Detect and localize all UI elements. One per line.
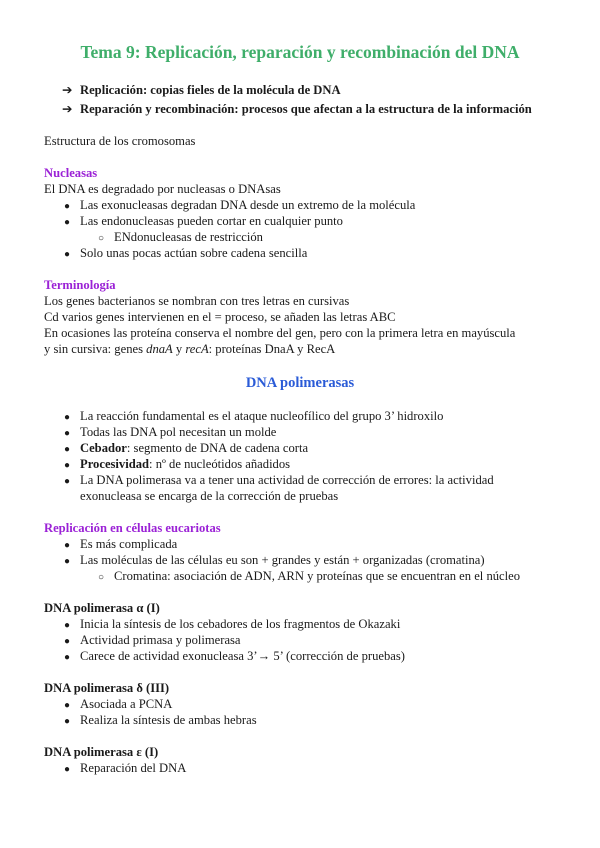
terminologia-heading: Terminología bbox=[44, 278, 116, 292]
bullet-icon: ● bbox=[64, 540, 71, 551]
list-item: ● Las endonucleasas pueden cortar en cualquier punto bbox=[64, 213, 343, 231]
pol-alpha-heading: DNA polimerasa α (I) bbox=[44, 601, 160, 615]
nucleasas-intro: El DNA es degradado por nucleasas o DNAsas bbox=[44, 182, 281, 196]
terminologia-line: Cd varios genes intervienen en el = proceso, se añaden las letras ABC bbox=[44, 310, 396, 324]
list-item: ● Asociada a PCNA bbox=[64, 696, 172, 714]
list-item: ● La DNA polimerasa va a tener una actividad de corrección de errores: la actividad bbox=[64, 472, 494, 490]
pol-epsilon-heading: DNA polimerasa ε (I) bbox=[44, 745, 159, 759]
arrow-item-reparacion: ➔ Reparación y recombinación: procesos que afectan a la estructura de la información bbox=[62, 102, 532, 116]
bullet-icon: ● bbox=[64, 636, 71, 647]
list-item: ● Actividad primasa y polimerasa bbox=[64, 632, 241, 650]
list-item: ● Cebador: segmento de DNA de cadena corta bbox=[64, 440, 308, 458]
bullet-icon: ● bbox=[64, 444, 71, 455]
list-item: ● Procesividad: nº de nucleótidos añadidos bbox=[64, 456, 290, 474]
bullet-icon: ● bbox=[64, 249, 71, 260]
terminologia-line: y sin cursiva: genes dnaA y recA: proteínas DnaA y RecA bbox=[44, 342, 336, 356]
list-item-continuation: exonucleasa se encarga de la corrección de pruebas bbox=[80, 489, 339, 503]
terminologia-line: Los genes bacterianos se nombran con tres letras en cursivas bbox=[44, 294, 350, 308]
polimerasas-heading: DNA polimerasas bbox=[245, 375, 355, 391]
circle-bullet-icon: ○ bbox=[98, 233, 105, 244]
list-item: ● Solo unas pocas actúan sobre cadena sencilla bbox=[64, 245, 307, 263]
nucleasas-heading: Nucleasas bbox=[44, 166, 98, 180]
arrow-item-replicacion: ➔ Replicación: copias fieles de la molécula de DNA bbox=[62, 83, 341, 97]
pol-delta-heading: DNA polimerasa δ (III) bbox=[44, 681, 170, 695]
terminologia-line: En ocasiones las proteína conserva el nombre del gen, pero con la primera letra en mayúscula bbox=[44, 326, 516, 340]
circle-bullet-icon: ○ bbox=[98, 572, 105, 583]
bullet-icon: ● bbox=[64, 716, 71, 727]
bullet-icon: ● bbox=[64, 217, 71, 228]
list-item: ● Es más complicada bbox=[64, 536, 177, 554]
sub-list-item: ○ Cromatina: asociación de ADN, ARN y proteínas que se encuentran en el núcleo bbox=[98, 568, 520, 586]
bullet-icon: ● bbox=[64, 764, 71, 775]
estructura-line: Estructura de los cromosomas bbox=[44, 134, 196, 148]
bullet-icon: ● bbox=[64, 556, 71, 567]
list-item: ● Realiza la síntesis de ambas hebras bbox=[64, 712, 257, 730]
bullet-icon: ● bbox=[64, 700, 71, 711]
bullet-icon: ● bbox=[64, 476, 71, 487]
bullet-icon: ● bbox=[64, 428, 71, 439]
eucariotas-heading: Replicación en células eucariotas bbox=[44, 521, 221, 535]
list-item: ● Las exonucleasas degradan DNA desde un extremo de la molécula bbox=[64, 197, 415, 215]
arrow-icon: ➔ bbox=[62, 102, 73, 116]
bullet-icon: ● bbox=[64, 412, 71, 423]
document-title: Tema 9: Replicación, reparación y recombinación del DNA bbox=[80, 42, 520, 62]
list-item: ● Carece de actividad exonucleasa 3’→ 5’ (corrección de pruebas) bbox=[64, 648, 405, 666]
list-item: ● Las moléculas de las células eu son + grandes y están + organizadas (cromatina) bbox=[64, 552, 485, 570]
bullet-icon: ● bbox=[64, 460, 71, 471]
bullet-icon: ● bbox=[64, 652, 71, 663]
list-item: ● La reacción fundamental es el ataque nucleofílico del grupo 3’ hidroxilo bbox=[64, 408, 443, 426]
list-item: ● Inicia la síntesis de los cebadores de los fragmentos de Okazaki bbox=[64, 616, 400, 634]
bullet-icon: ● bbox=[64, 620, 71, 631]
sub-list-item: ○ ENdonucleasas de restricción bbox=[98, 229, 263, 247]
list-item: ● Todas las DNA pol necesitan un molde bbox=[64, 424, 276, 442]
bullet-icon: ● bbox=[64, 201, 71, 212]
arrow-icon: ➔ bbox=[62, 83, 73, 97]
list-item: ● Reparación del DNA bbox=[64, 760, 186, 778]
